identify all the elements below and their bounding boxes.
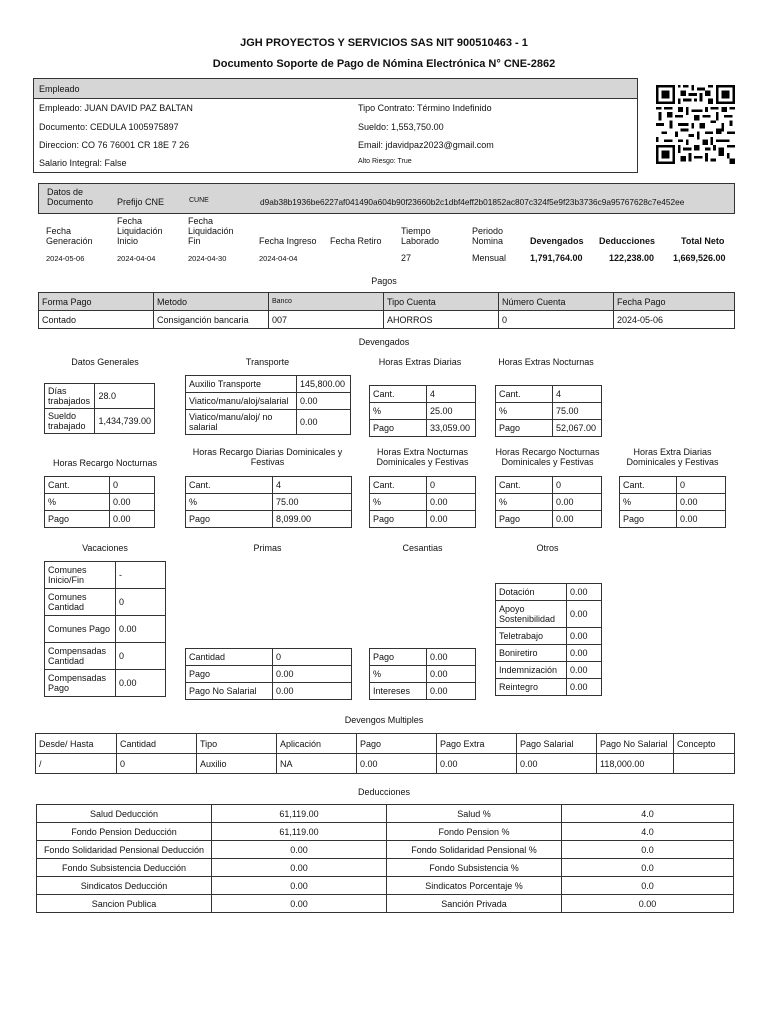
table-cell: 0.00 [677, 511, 726, 528]
table-cell: Compensadas Pago [45, 670, 116, 697]
table-cell: 75.00 [273, 494, 352, 511]
transporte-table [185, 375, 351, 435]
cesantias-title: Cesantias [402, 543, 443, 553]
table-cell: 25.00 [427, 403, 476, 420]
multiples-header-row [36, 734, 735, 754]
table-row [620, 511, 726, 528]
table-row [370, 403, 476, 420]
table-row [496, 662, 602, 679]
table-cell: 28.0 [95, 384, 155, 409]
pagos-header-cell: Banco [269, 293, 384, 311]
table-cell: % [496, 403, 553, 420]
table-row [370, 511, 476, 528]
transporte-title: Transporte [245, 357, 290, 367]
document-title: Documento Soporte de Pago de Nómina Electrónica N° CNE-2862 [212, 58, 556, 70]
multiples-header-cell: Aplicación [277, 734, 357, 754]
table-cell: 0 [273, 649, 352, 666]
devengados-title: Devengados [358, 337, 410, 347]
table-row [496, 403, 602, 420]
datos-generales-table [44, 383, 155, 434]
employee-address: Direccion: CO 76 76001 CR 18E 7 26 [39, 140, 190, 150]
deducciones-cell: Salud Deducción [37, 805, 212, 823]
table-row [186, 376, 351, 393]
deducciones-cell: 4.0 [562, 805, 734, 823]
pagos-header-cell: Fecha Pago [614, 293, 735, 311]
table-cell: % [186, 494, 273, 511]
header-deducciones: Deducciones [599, 236, 656, 246]
deducciones-row [37, 823, 734, 841]
hrndf-title: Horas Recargo Nocturnas Dominicales y Festivas [495, 447, 600, 467]
heddf-table [619, 476, 726, 528]
hrdd-table [185, 476, 352, 528]
table-cell: Comunes Inicio/Fin [45, 562, 116, 589]
primas-table [185, 648, 352, 700]
table-cell: 0 [553, 477, 602, 494]
employee-section [33, 78, 638, 173]
table-row [45, 477, 155, 494]
table-cell: Pago No Salarial [186, 683, 273, 700]
multiples-cell: 0 [117, 754, 197, 774]
datos-generales-title: Datos Generales [71, 357, 139, 367]
hendf-title: Horas Extra Nocturnas Dominicales y Festivas [376, 447, 469, 467]
employee-integral-salary: Salario Integral: False [39, 158, 127, 168]
multiples-cell: 118,000.00 [597, 754, 674, 774]
table-row [370, 477, 476, 494]
header-periodo-nomina: Periodo Nomina [472, 226, 504, 246]
table-cell: 0.00 [427, 666, 476, 683]
table-cell: Comunes Pago [45, 616, 116, 643]
hrdd-title: Horas Recargo Diarias Dominicales y Festivas [192, 447, 343, 467]
deducciones-cell: Salud % [387, 805, 562, 823]
table-row [45, 494, 155, 511]
table-cell: % [370, 666, 427, 683]
pagos-row [39, 311, 735, 329]
multiples-cell: 0.00 [357, 754, 437, 774]
multiples-header-cell: Pago [357, 734, 437, 754]
deducciones-row [37, 877, 734, 895]
table-row [496, 511, 602, 528]
document-data-label: Datos de Documento [47, 187, 94, 207]
table-cell: 33,059.00 [427, 420, 476, 437]
multiples-cell: / [36, 754, 117, 774]
table-cell: - [116, 562, 166, 589]
table-row [370, 494, 476, 511]
table-cell: 0.00 [567, 584, 602, 601]
header-devengados: Devengados [530, 236, 584, 246]
table-row [186, 683, 352, 700]
table-cell: 0.00 [273, 683, 352, 700]
table-row [496, 477, 602, 494]
deducciones-cell: 61,119.00 [212, 805, 387, 823]
table-cell: 145,800.00 [297, 376, 351, 393]
contract-type: Tipo Contrato: Término Indefinido [358, 103, 492, 113]
value-fecha-liq-inicio: 2024-04-04 [117, 254, 156, 263]
table-cell: Pago [186, 666, 273, 683]
table-cell: Pago [45, 511, 110, 528]
value-fecha-ingreso: 2024-04-04 [259, 254, 298, 263]
table-cell: Viatico/manu/aloj/salarial [186, 393, 297, 410]
table-cell: 0.00 [427, 511, 476, 528]
table-row [496, 420, 602, 437]
table-cell: 0 [116, 643, 166, 670]
table-cell: 0.00 [297, 410, 351, 435]
employee-section-header [34, 79, 637, 99]
table-cell: Pago [186, 511, 273, 528]
employee-salary: Sueldo: 1,553,750.00 [358, 122, 444, 132]
deducciones-cell: 0.00 [212, 841, 387, 859]
deducciones-cell: Fondo Subsistencia % [387, 859, 562, 877]
table-row [45, 562, 166, 589]
table-cell: 1,434,739.00 [95, 409, 155, 434]
header-fecha-generacion: Fecha Generación [46, 226, 93, 246]
document-data-bar [38, 183, 735, 214]
pagos-cell: 2024-05-06 [614, 311, 735, 329]
otros-title: Otros [536, 543, 559, 553]
table-cell: 0.00 [116, 616, 166, 643]
table-cell: % [370, 494, 427, 511]
table-row [370, 420, 476, 437]
multiples-header-cell: Pago Extra [437, 734, 517, 754]
pagos-cell: Consiganción bancaria [154, 311, 269, 329]
pagos-header-cell: Tipo Cuenta [384, 293, 499, 311]
table-row [186, 477, 352, 494]
table-row [45, 670, 166, 697]
table-cell: Apoyo Sostenibilidad [496, 601, 567, 628]
table-row [186, 393, 351, 410]
table-row [186, 494, 352, 511]
table-cell: Viatico/manu/aloj/ no salarial [186, 410, 297, 435]
table-cell: 0.00 [553, 494, 602, 511]
deducciones-cell: Fondo Solidaridad Pensional Deducción [37, 841, 212, 859]
header-fecha-liq-inicio: Fecha Liquidación Inicio [117, 216, 163, 246]
multiples-header-cell: Pago Salarial [517, 734, 597, 754]
prefix-label: Prefijo CNE [117, 197, 165, 207]
deducciones-row [37, 805, 734, 823]
table-cell: 0.00 [427, 683, 476, 700]
hen-title: Horas Extras Nocturnas [498, 357, 594, 367]
cesantias-table [369, 648, 476, 700]
employee-name: Empleado: JUAN DAVID PAZ BALTAN [39, 103, 193, 113]
multiples-cell [674, 754, 735, 774]
table-cell: Teletrabajo [496, 628, 567, 645]
table-cell: 0.00 [110, 494, 155, 511]
table-cell: 0.00 [567, 662, 602, 679]
deducciones-cell: 4.0 [562, 823, 734, 841]
multiples-cell: 0.00 [437, 754, 517, 774]
table-cell: Dotación [496, 584, 567, 601]
table-cell: % [620, 494, 677, 511]
pagos-cell: AHORROS [384, 311, 499, 329]
deducciones-cell: 0.0 [562, 841, 734, 859]
deducciones-cell: 61,119.00 [212, 823, 387, 841]
multiples-cell: Auxilio [197, 754, 277, 774]
table-row [45, 589, 166, 616]
deducciones-cell: 0.00 [212, 895, 387, 913]
table-cell: Pago [370, 649, 427, 666]
vacaciones-title: Vacaciones [82, 543, 128, 553]
table-cell: Pago [496, 511, 553, 528]
qr-code-icon [656, 84, 735, 165]
table-row [370, 683, 476, 700]
value-total-neto: 1,669,526.00 [673, 253, 726, 263]
table-cell: Compensadas Cantidad [45, 643, 116, 670]
table-cell: 0.00 [677, 494, 726, 511]
table-cell: Pago [620, 511, 677, 528]
table-row [186, 649, 352, 666]
deducciones-cell: 0.0 [562, 859, 734, 877]
table-cell: 0.00 [297, 393, 351, 410]
table-cell: 0 [116, 589, 166, 616]
table-cell: % [370, 403, 427, 420]
table-row [370, 386, 476, 403]
table-cell: Pago [370, 511, 427, 528]
deducciones-cell: Fondo Pension % [387, 823, 562, 841]
table-row [496, 584, 602, 601]
table-row [45, 643, 166, 670]
table-row [496, 601, 602, 628]
deducciones-cell: Sindicatos Porcentaje % [387, 877, 562, 895]
high-risk: Alto Riesgo: True [358, 158, 412, 165]
header-fecha-liq-fin: Fecha Liquidación Fin [188, 216, 234, 246]
deducciones-cell: Sanción Privada [387, 895, 562, 913]
pagos-header-row [39, 293, 735, 311]
table-row [496, 386, 602, 403]
table-cell: 0.00 [567, 679, 602, 696]
pagos-cell: Contado [39, 311, 154, 329]
deducciones-cell: 0.00 [212, 859, 387, 877]
table-row [620, 494, 726, 511]
table-cell: 8,099.00 [273, 511, 352, 528]
table-cell: 4 [553, 386, 602, 403]
value-fecha-generacion: 2024-05-06 [46, 254, 85, 263]
deducciones-cell: Sindicatos Deducción [37, 877, 212, 895]
deducciones-table [36, 804, 734, 913]
multiples-header-cell: Tipo [197, 734, 277, 754]
table-cell: 0.00 [567, 628, 602, 645]
table-row [45, 384, 155, 409]
table-cell: 0.00 [427, 494, 476, 511]
deducciones-cell: Fondo Pension Deducción [37, 823, 212, 841]
otros-table [495, 583, 602, 696]
table-cell: Sueldo trabajado [45, 409, 95, 434]
table-cell: Cant. [45, 477, 110, 494]
vacaciones-table [44, 561, 166, 697]
pagos-cell: 0 [499, 311, 614, 329]
table-cell: Intereses [370, 683, 427, 700]
heddf-title: Horas Extra Diarias Dominicales y Festivas [626, 447, 719, 467]
deducciones-row [37, 895, 734, 913]
table-row [45, 511, 155, 528]
multiples-header-cell: Desde/ Hasta [36, 734, 117, 754]
table-cell: 0.00 [553, 511, 602, 528]
deducciones-title: Deducciones [357, 787, 411, 797]
table-cell: Pago [370, 420, 427, 437]
pagos-title: Pagos [371, 276, 397, 286]
table-cell: 0 [110, 477, 155, 494]
hrndf-table [495, 476, 602, 528]
table-cell: 0.00 [273, 666, 352, 683]
table-cell: Cant. [370, 477, 427, 494]
cune-value: d9ab38b1936be6227af041490a604b90f23660b2c1dbf4eff2b01852ac807c324f5e9f23b3736c9a95767628c7e452ee [260, 197, 685, 207]
table-row [45, 616, 166, 643]
table-row [496, 645, 602, 662]
deducciones-row [37, 841, 734, 859]
table-cell: 0.00 [116, 670, 166, 697]
deducciones-cell: 0.0 [562, 877, 734, 895]
value-periodo-nomina: Mensual [472, 253, 507, 263]
hrn-table [44, 476, 155, 528]
table-cell: Cant. [370, 386, 427, 403]
header-tiempo-laborado: Tiempo Laborado [401, 226, 440, 246]
company-title: JGH PROYECTOS Y SERVICIOS SAS NIT 900510463 - 1 [240, 37, 528, 49]
table-cell: % [45, 494, 110, 511]
multiples-row [36, 754, 735, 774]
primas-title: Primas [253, 543, 282, 553]
table-cell: Días trabajados [45, 384, 95, 409]
table-cell: 0 [427, 477, 476, 494]
multiples-header-cell: Concepto [674, 734, 735, 754]
table-cell: 0.00 [427, 649, 476, 666]
deducciones-cell: Fondo Subsistencia Deducción [37, 859, 212, 877]
table-cell: Comunes Cantidad [45, 589, 116, 616]
table-row [370, 649, 476, 666]
value-tiempo-laborado: 27 [401, 253, 412, 263]
employee-document: Documento: CEDULA 1005975897 [39, 122, 179, 132]
hrn-title: Horas Recargo Nocturnas [52, 458, 158, 468]
header-fecha-retiro: Fecha Retiro [330, 236, 382, 246]
table-cell: 4 [273, 477, 352, 494]
table-cell: 0.00 [567, 601, 602, 628]
deducciones-row [37, 859, 734, 877]
table-cell: Cantidad [186, 649, 273, 666]
employee-email: Email: jdavidpaz2023@gmail.com [358, 140, 494, 150]
table-row [496, 679, 602, 696]
table-row [496, 494, 602, 511]
table-row [45, 409, 155, 434]
multiples-header-cell: Pago No Salarial [597, 734, 674, 754]
cune-label: CUNE [189, 197, 209, 204]
table-row [370, 666, 476, 683]
pagos-header-cell: Número Cuenta [499, 293, 614, 311]
multiples-header-cell: Cantidad [117, 734, 197, 754]
table-cell: 0 [677, 477, 726, 494]
employee-section-label: Empleado [39, 84, 80, 94]
table-cell: Cant. [496, 477, 553, 494]
table-cell: Cant. [496, 386, 553, 403]
hed-title: Horas Extras Diarias [378, 357, 462, 367]
value-deducciones: 122,238.00 [609, 253, 655, 263]
table-cell: Auxilio Transporte [186, 376, 297, 393]
table-cell: Cant. [620, 477, 677, 494]
table-row [186, 410, 351, 435]
hed-table [369, 385, 476, 437]
header-total-neto: Total Neto [681, 236, 725, 246]
value-fecha-liq-fin: 2024-04-30 [188, 254, 227, 263]
hendf-table [369, 476, 476, 528]
pagos-cell: 007 [269, 311, 384, 329]
table-cell: 0.00 [110, 511, 155, 528]
multiples-cell: NA [277, 754, 357, 774]
deducciones-cell: Sancion Publica [37, 895, 212, 913]
table-cell: 75.00 [553, 403, 602, 420]
table-cell: 52,067.00 [553, 420, 602, 437]
table-row [620, 477, 726, 494]
table-row [186, 666, 352, 683]
table-cell: Boniretiro [496, 645, 567, 662]
header-fecha-ingreso: Fecha Ingreso [259, 236, 317, 246]
table-cell: Reintegro [496, 679, 567, 696]
multiples-table [35, 733, 735, 774]
table-cell: % [496, 494, 553, 511]
pagos-table [38, 292, 735, 329]
deducciones-cell: 0.00 [562, 895, 734, 913]
table-row [186, 511, 352, 528]
table-cell: Indemnización [496, 662, 567, 679]
deducciones-cell: Fondo Solidaridad Pensional % [387, 841, 562, 859]
table-row [496, 628, 602, 645]
deducciones-cell: 0.00 [212, 877, 387, 895]
multiples-title: Devengos Multiples [344, 715, 424, 725]
pagos-header-cell: Forma Pago [39, 293, 154, 311]
hen-table [495, 385, 602, 437]
table-cell: Cant. [186, 477, 273, 494]
value-devengados: 1,791,764.00 [530, 253, 583, 263]
table-cell: 4 [427, 386, 476, 403]
table-cell: 0.00 [567, 645, 602, 662]
table-cell: Pago [496, 420, 553, 437]
multiples-cell: 0.00 [517, 754, 597, 774]
pagos-header-cell: Metodo [154, 293, 269, 311]
